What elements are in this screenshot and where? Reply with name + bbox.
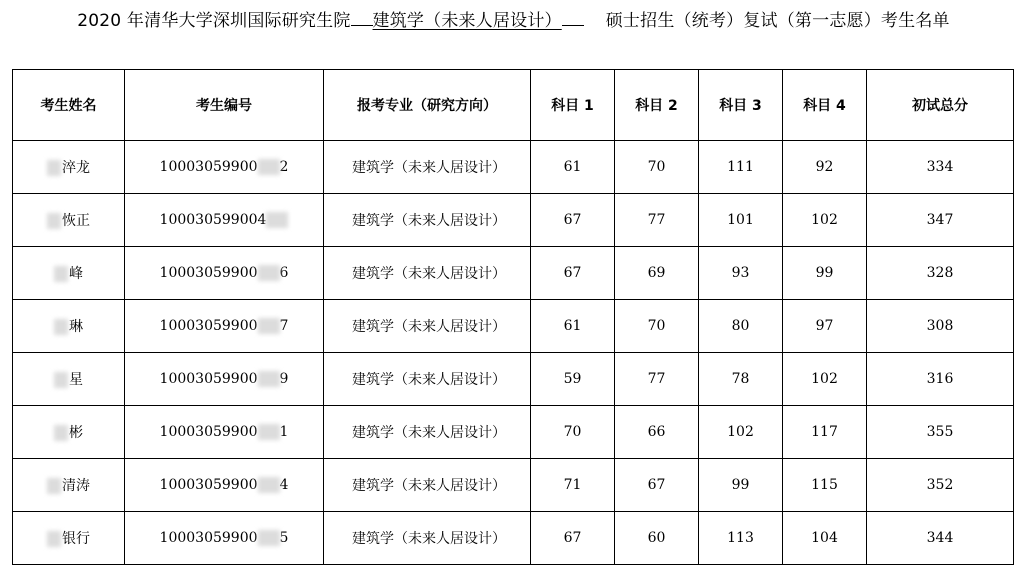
header-name: 考生姓名: [13, 70, 125, 141]
header-subject-4: 科目 4: [783, 70, 867, 141]
cell-subject-2: 67: [615, 459, 699, 512]
redacted-mark: [258, 424, 280, 440]
candidate-id-tail: 2: [279, 159, 289, 175]
page-title: [0, 8, 1027, 34]
cell-name: [13, 459, 125, 512]
cell-subject-1: 67: [531, 247, 615, 300]
cell-subject-3: 80: [699, 300, 783, 353]
candidate-id: 10003059900: [159, 371, 258, 387]
redacted-mark: [258, 265, 280, 281]
redacted-mark: [47, 213, 61, 229]
redacted-mark: [54, 319, 68, 335]
candidate-name: 星: [69, 372, 83, 388]
cell-subject-4: 104: [783, 512, 867, 565]
header-subject-3: 科目 3: [699, 70, 783, 141]
table-row: [13, 459, 1014, 512]
redacted-mark: [266, 212, 288, 228]
cell-subject-4: 117: [783, 406, 867, 459]
cell-id: [125, 247, 324, 300]
cell-subject-2: 77: [615, 194, 699, 247]
cell-name: [13, 141, 125, 194]
cell-subject-4: 115: [783, 459, 867, 512]
candidate-name: 银行: [62, 531, 90, 547]
redacted-mark: [258, 318, 280, 334]
cell-subject-4: 99: [783, 247, 867, 300]
cell-id: [125, 406, 324, 459]
cell-subject-3: 113: [699, 512, 783, 565]
cell-id: [125, 300, 324, 353]
cell-name: [13, 300, 125, 353]
cell-subject-3: 101: [699, 194, 783, 247]
cell-subject-4: 102: [783, 353, 867, 406]
header-subject-1: 科目 1: [531, 70, 615, 141]
cell-id: [125, 141, 324, 194]
candidate-id-tail: 7: [279, 318, 289, 334]
cell-total: 334: [867, 141, 1014, 194]
cell-subject-4: 102: [783, 194, 867, 247]
candidate-name: 彬: [69, 425, 83, 441]
candidate-name: 恢正: [62, 213, 90, 229]
candidate-name: 淬龙: [62, 160, 90, 176]
cell-subject-3: 111: [699, 141, 783, 194]
header-major: 报考专业（研究方向）: [324, 70, 531, 141]
cell-name: [13, 512, 125, 565]
cell-total: 344: [867, 512, 1014, 565]
table-row: [13, 247, 1014, 300]
cell-name: [13, 247, 125, 300]
header-subject-2: 科目 2: [615, 70, 699, 141]
cell-subject-4: 92: [783, 141, 867, 194]
candidate-id-tail: 1: [279, 424, 289, 440]
candidate-name: 清涛: [62, 478, 90, 494]
table-row: [13, 141, 1014, 194]
cell-subject-1: 59: [531, 353, 615, 406]
title-prefix: 2020 年清华大学深圳国际研究生院: [77, 11, 351, 31]
candidate-id: 10003059900: [159, 265, 258, 281]
cell-name: [13, 406, 125, 459]
table-row: [13, 406, 1014, 459]
redacted-mark: [258, 159, 280, 175]
cell-subject-2: 69: [615, 247, 699, 300]
cell-total: 328: [867, 247, 1014, 300]
cell-id: [125, 459, 324, 512]
cell-name: [13, 353, 125, 406]
candidate-id-tail: 6: [279, 265, 289, 281]
table-row: [13, 353, 1014, 406]
candidate-id-tail: 5: [279, 530, 289, 546]
cell-major: 建筑学（未来人居设计）: [324, 194, 531, 247]
cell-major: 建筑学（未来人居设计）: [324, 512, 531, 565]
cell-subject-2: 66: [615, 406, 699, 459]
cell-total: 316: [867, 353, 1014, 406]
cell-total: 355: [867, 406, 1014, 459]
cell-total: 308: [867, 300, 1014, 353]
redacted-mark: [258, 477, 280, 493]
cell-subject-1: 71: [531, 459, 615, 512]
cell-major: 建筑学（未来人居设计）: [324, 247, 531, 300]
candidate-id: 10003059900: [159, 159, 258, 175]
redacted-mark: [258, 530, 280, 546]
title-underline-left: [351, 11, 373, 26]
cell-major: 建筑学（未来人居设计）: [324, 141, 531, 194]
cell-subject-1: 61: [531, 300, 615, 353]
cell-subject-3: 93: [699, 247, 783, 300]
candidate-id: 10003059900: [159, 530, 258, 546]
cell-subject-1: 67: [531, 194, 615, 247]
candidate-name: 峰: [69, 266, 83, 282]
candidate-id: 10003059900: [159, 424, 258, 440]
title-suffix: 硕士招生（统考）复试（第一志愿）考生名单: [605, 11, 950, 31]
cell-subject-2: 60: [615, 512, 699, 565]
title-major: 建筑学（未来人居设计）: [372, 11, 562, 31]
cell-major: 建筑学（未来人居设计）: [324, 406, 531, 459]
table-row: [13, 194, 1014, 247]
candidate-id-tail: 4: [279, 477, 289, 493]
cell-total: 347: [867, 194, 1014, 247]
cell-major: 建筑学（未来人居设计）: [324, 459, 531, 512]
candidate-table: [12, 69, 1014, 565]
cell-name: [13, 194, 125, 247]
cell-subject-2: 77: [615, 353, 699, 406]
table-header-row: [13, 70, 1014, 141]
cell-subject-3: 78: [699, 353, 783, 406]
cell-subject-1: 67: [531, 512, 615, 565]
cell-subject-3: 102: [699, 406, 783, 459]
candidate-id: 10003059900: [159, 477, 258, 493]
redacted-mark: [258, 371, 280, 387]
redacted-mark: [54, 266, 68, 282]
candidate-id-tail: 9: [279, 371, 289, 387]
redacted-mark: [54, 372, 68, 388]
cell-subject-1: 61: [531, 141, 615, 194]
redacted-mark: [47, 478, 61, 494]
cell-id: [125, 194, 324, 247]
cell-major: 建筑学（未来人居设计）: [324, 300, 531, 353]
header-id: 考生编号: [125, 70, 324, 141]
redacted-mark: [47, 160, 61, 176]
cell-subject-2: 70: [615, 141, 699, 194]
table-row: [13, 512, 1014, 565]
cell-subject-1: 70: [531, 406, 615, 459]
header-total: 初试总分: [867, 70, 1014, 141]
redacted-mark: [54, 425, 68, 441]
cell-subject-2: 70: [615, 300, 699, 353]
table-row: [13, 300, 1014, 353]
candidate-name: 琳: [69, 319, 83, 335]
cell-subject-4: 97: [783, 300, 867, 353]
cell-total: 352: [867, 459, 1014, 512]
candidate-id: 10003059900: [159, 318, 258, 334]
redacted-mark: [47, 531, 61, 547]
cell-id: [125, 353, 324, 406]
title-underline-right: [562, 11, 584, 26]
cell-subject-3: 99: [699, 459, 783, 512]
cell-major: 建筑学（未来人居设计）: [324, 353, 531, 406]
cell-id: [125, 512, 324, 565]
candidate-id: 100030599004: [159, 212, 267, 228]
